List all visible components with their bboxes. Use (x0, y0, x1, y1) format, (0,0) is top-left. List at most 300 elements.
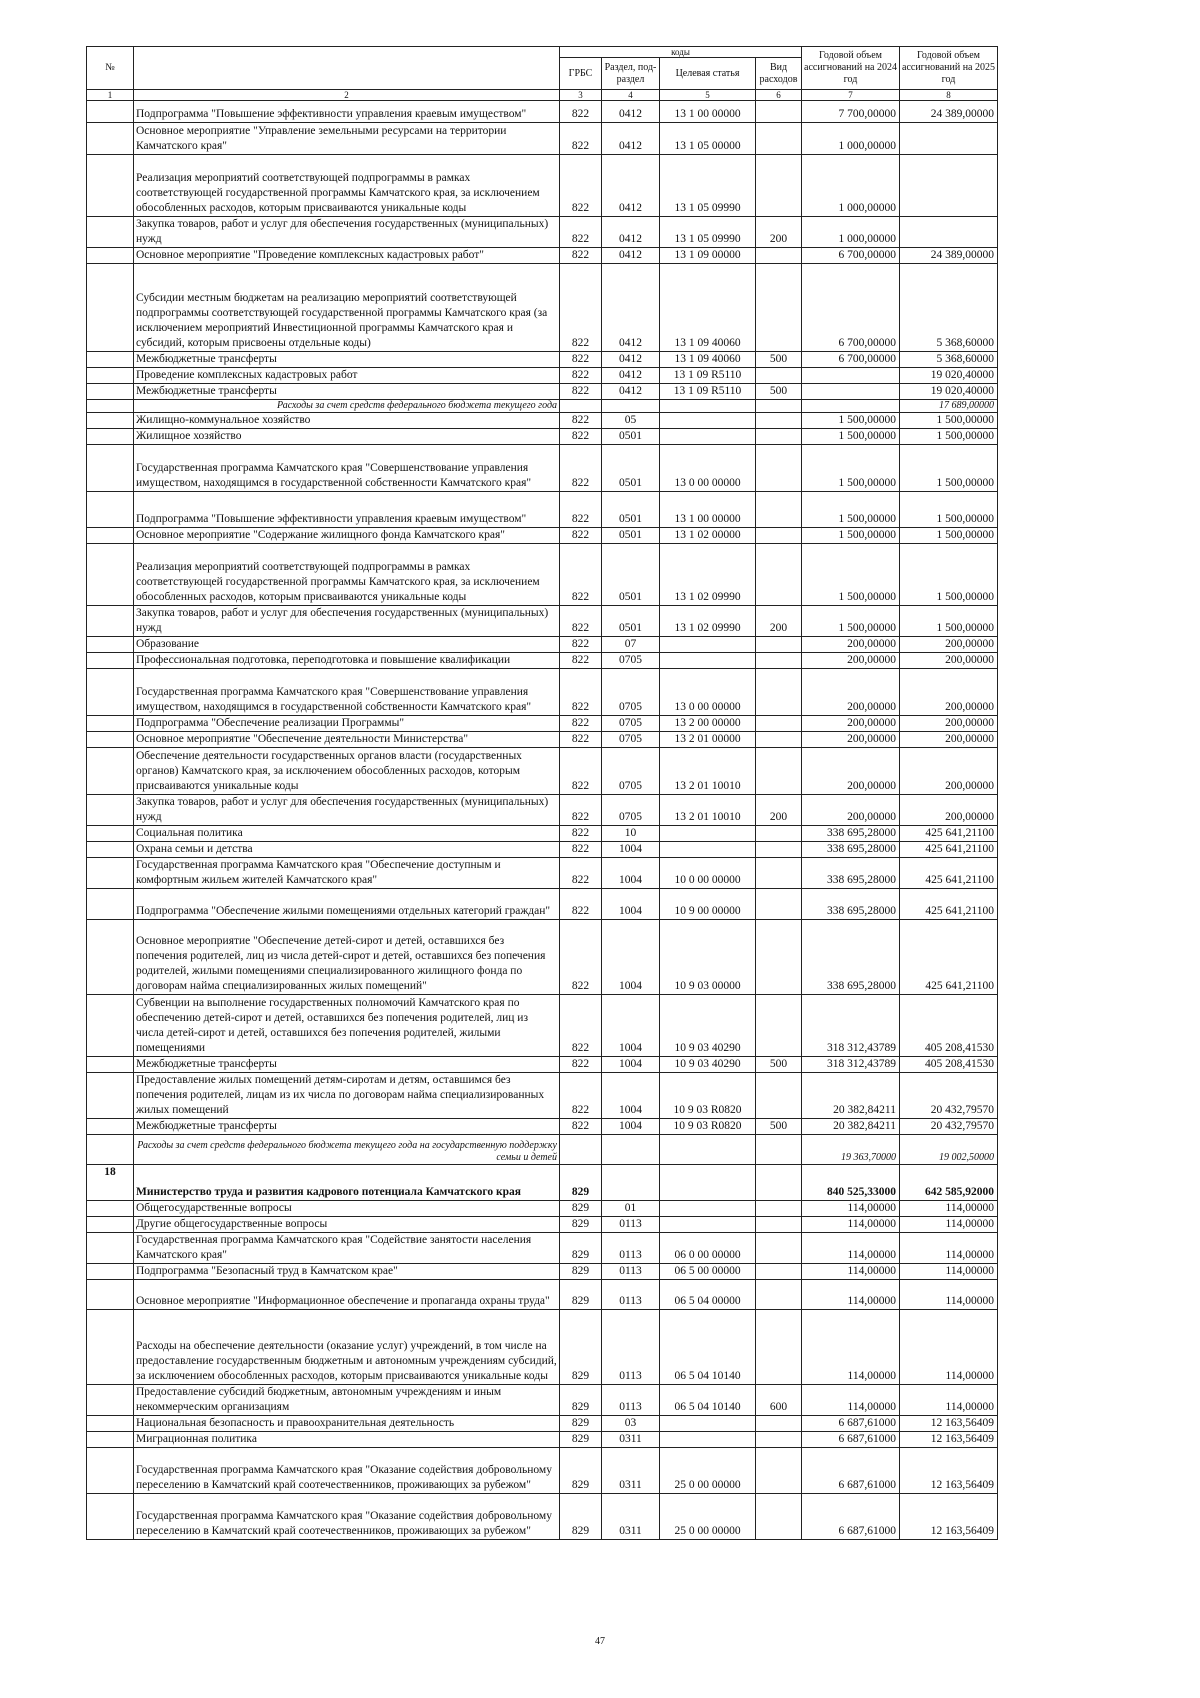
row-razdel: 0705 (602, 669, 660, 716)
row-number (87, 1432, 134, 1448)
row-amount-2025: 19 020,40000 (900, 384, 998, 400)
row-grbs: 822 (560, 123, 602, 155)
row-expense-type (756, 826, 802, 842)
row-razdel: 1004 (602, 842, 660, 858)
table-row (87, 795, 998, 826)
row-number (87, 1201, 134, 1217)
row-grbs (560, 400, 602, 413)
row-razdel: 1004 (602, 889, 660, 920)
row-target-item: 10 0 00 00000 (660, 858, 756, 889)
row-amount-2024: 1 000,00000 (802, 123, 900, 155)
row-target-item: 13 2 01 00000 (660, 732, 756, 748)
row-number (87, 101, 134, 123)
row-grbs: 822 (560, 653, 602, 669)
row-number (87, 1385, 134, 1416)
row-expense-type (756, 400, 802, 413)
row-name: Охрана семьи и детства (134, 842, 560, 858)
row-amount-2025: 114,00000 (900, 1280, 998, 1310)
row-grbs: 822 (560, 1073, 602, 1119)
row-number (87, 368, 134, 384)
row-amount-2024: 6 700,00000 (802, 352, 900, 368)
row-grbs: 822 (560, 384, 602, 400)
row-amount-2024 (802, 400, 900, 413)
row-number (87, 429, 134, 445)
header-2024: Годовой объем ассигнований на 2024 год (802, 47, 900, 90)
row-name: Основное мероприятие "Проведение комплексных кадастровых работ" (134, 248, 560, 264)
row-target-item: 13 1 02 00000 (660, 528, 756, 544)
table-row (87, 1448, 998, 1494)
row-razdel: 0412 (602, 368, 660, 384)
col-number: 5 (660, 90, 756, 101)
row-name: Подпрограмма "Повышение эффективности управления краевым имуществом" (134, 101, 560, 123)
row-grbs: 829 (560, 1217, 602, 1233)
row-number (87, 858, 134, 889)
row-amount-2024: 338 695,28000 (802, 826, 900, 842)
table-row (87, 492, 998, 528)
row-grbs: 822 (560, 264, 602, 352)
row-expense-type (756, 1494, 802, 1540)
row-razdel: 0412 (602, 217, 660, 248)
row-target-item (660, 653, 756, 669)
table-row (87, 1057, 998, 1073)
row-name: Подпрограмма "Безопасный труд в Камчатском крае" (134, 1264, 560, 1280)
row-number (87, 795, 134, 826)
row-target-item: 06 0 00 00000 (660, 1233, 756, 1264)
row-target-item: 13 1 00 00000 (660, 101, 756, 123)
row-number (87, 920, 134, 995)
header-razdel: Раздел, под-раздел (602, 58, 660, 90)
row-target-item: 13 1 02 09990 (660, 606, 756, 637)
row-amount-2024: 318 312,43789 (802, 1057, 900, 1073)
header-expense-type: Вид расходов (756, 58, 802, 90)
row-amount-2025: 642 585,92000 (900, 1165, 998, 1201)
row-amount-2025: 425 641,21100 (900, 858, 998, 889)
row-amount-2025: 1 500,00000 (900, 492, 998, 528)
row-grbs: 822 (560, 637, 602, 653)
row-target-item: 13 2 00 00000 (660, 716, 756, 732)
row-name: Основное мероприятие "Управление земельными ресурсами на территории Камчатского края" (134, 123, 560, 155)
row-name: Основное мероприятие "Обеспечение деятельности Министерства" (134, 732, 560, 748)
row-amount-2024: 6 687,61000 (802, 1448, 900, 1494)
header-target-item: Целевая статья (660, 58, 756, 90)
row-amount-2024: 1 500,00000 (802, 528, 900, 544)
col-number: 4 (602, 90, 660, 101)
row-grbs: 822 (560, 826, 602, 842)
row-amount-2024: 1 500,00000 (802, 492, 900, 528)
row-name: Закупка товаров, работ и услуг для обеспечения государственных (муниципальных) нужд (134, 217, 560, 248)
row-amount-2024 (802, 384, 900, 400)
row-razdel: 0501 (602, 606, 660, 637)
row-grbs: 829 (560, 1264, 602, 1280)
row-razdel (602, 1165, 660, 1201)
row-amount-2025: 405 208,41530 (900, 995, 998, 1057)
row-expense-type: 200 (756, 606, 802, 637)
row-expense-type (756, 368, 802, 384)
table-row (87, 653, 998, 669)
row-name: Субсидии местным бюджетам на реализацию мероприятий соответствующей подпрограммы соответствующей государственной программы Камчатского края (за исключением мероприятий Инвестиционной программы Камчатского края и субсидий, которым присвоены отдельные коды) (134, 264, 560, 352)
row-razdel: 07 (602, 637, 660, 653)
page-number: 47 (595, 1636, 605, 1647)
row-number (87, 995, 134, 1057)
row-name: Основное мероприятие "Информационное обеспечение и пропаганда охраны труда" (134, 1280, 560, 1310)
row-grbs: 822 (560, 413, 602, 429)
table-row (87, 637, 998, 653)
row-amount-2025: 5 368,60000 (900, 264, 998, 352)
row-amount-2025 (900, 155, 998, 217)
row-number (87, 1217, 134, 1233)
row-grbs: 822 (560, 155, 602, 217)
row-razdel: 0705 (602, 795, 660, 826)
row-amount-2024: 6 687,61000 (802, 1494, 900, 1540)
row-name: Подпрограмма "Обеспечение жилыми помещениями отдельных категорий граждан" (134, 889, 560, 920)
row-grbs: 822 (560, 669, 602, 716)
col-number: 3 (560, 90, 602, 101)
row-expense-type (756, 637, 802, 653)
table-row (87, 1264, 998, 1280)
row-grbs: 829 (560, 1310, 602, 1385)
row-expense-type: 500 (756, 1119, 802, 1135)
row-target-item: 13 2 01 10010 (660, 795, 756, 826)
row-amount-2025: 114,00000 (900, 1310, 998, 1385)
row-amount-2024: 338 695,28000 (802, 858, 900, 889)
row-name: Межбюджетные трансферты (134, 1057, 560, 1073)
row-number (87, 1135, 134, 1165)
row-name: Расходы за счет средств федерального бюджета текущего года на государственную поддержку семьи и детей (134, 1135, 560, 1165)
row-razdel: 0412 (602, 123, 660, 155)
row-razdel: 0705 (602, 716, 660, 732)
row-number (87, 1416, 134, 1432)
row-amount-2025: 405 208,41530 (900, 1057, 998, 1073)
row-target-item (660, 413, 756, 429)
row-amount-2025: 425 641,21100 (900, 826, 998, 842)
table-row (87, 732, 998, 748)
row-target-item: 13 2 01 10010 (660, 748, 756, 795)
row-grbs: 829 (560, 1280, 602, 1310)
row-target-item (660, 1432, 756, 1448)
row-expense-type (756, 101, 802, 123)
row-razdel: 1004 (602, 995, 660, 1057)
row-expense-type (756, 1310, 802, 1385)
row-number (87, 1494, 134, 1540)
row-razdel: 0113 (602, 1264, 660, 1280)
row-grbs: 822 (560, 368, 602, 384)
row-razdel: 0501 (602, 492, 660, 528)
row-amount-2024: 6 687,61000 (802, 1416, 900, 1432)
row-grbs: 822 (560, 716, 602, 732)
row-expense-type (756, 669, 802, 716)
row-razdel: 0113 (602, 1385, 660, 1416)
row-expense-type (756, 920, 802, 995)
row-name: Подпрограмма "Обеспечение реализации Программы" (134, 716, 560, 732)
row-grbs: 822 (560, 858, 602, 889)
row-expense-type: 500 (756, 384, 802, 400)
row-amount-2024: 1 500,00000 (802, 445, 900, 492)
table-row (87, 384, 998, 400)
row-target-item: 10 9 03 R0820 (660, 1073, 756, 1119)
table-row (87, 1201, 998, 1217)
row-name: Государственная программа Камчатского края "Оказание содействия добровольному переселению в Камчатский край соотечественников, проживающих за рубежом" (134, 1494, 560, 1540)
row-razdel: 1004 (602, 1119, 660, 1135)
row-amount-2025: 24 389,00000 (900, 248, 998, 264)
row-grbs: 822 (560, 606, 602, 637)
row-amount-2025: 425 641,21100 (900, 889, 998, 920)
row-number (87, 445, 134, 492)
row-grbs: 822 (560, 732, 602, 748)
row-number (87, 413, 134, 429)
row-target-item: 13 1 09 40060 (660, 264, 756, 352)
row-target-item (660, 842, 756, 858)
table-row (87, 248, 998, 264)
row-target-item: 06 5 04 10140 (660, 1310, 756, 1385)
row-amount-2025: 200,00000 (900, 732, 998, 748)
row-razdel: 01 (602, 1201, 660, 1217)
row-grbs: 829 (560, 1416, 602, 1432)
row-number (87, 669, 134, 716)
row-razdel: 0412 (602, 155, 660, 217)
row-grbs: 822 (560, 920, 602, 995)
row-grbs: 822 (560, 492, 602, 528)
row-amount-2024: 114,00000 (802, 1264, 900, 1280)
row-amount-2025: 12 163,56409 (900, 1432, 998, 1448)
row-name: Обеспечение деятельности государственных органов власти (государственных органов) Камчатского края, за исключением обособленных расходов, которым присваиваются уникальные коды (134, 748, 560, 795)
row-expense-type (756, 123, 802, 155)
row-amount-2024: 1 000,00000 (802, 155, 900, 217)
row-amount-2025 (900, 123, 998, 155)
row-amount-2025: 12 163,56409 (900, 1416, 998, 1432)
row-target-item (660, 429, 756, 445)
table-row (87, 716, 998, 732)
row-grbs: 822 (560, 842, 602, 858)
row-number (87, 1119, 134, 1135)
row-amount-2024: 200,00000 (802, 748, 900, 795)
row-amount-2025: 200,00000 (900, 748, 998, 795)
row-expense-type (756, 1165, 802, 1201)
row-expense-type (756, 1217, 802, 1233)
row-expense-type (756, 1233, 802, 1264)
header-name (134, 47, 560, 90)
row-grbs: 822 (560, 101, 602, 123)
row-amount-2025: 114,00000 (900, 1201, 998, 1217)
column-numbers-row (87, 90, 998, 101)
row-razdel: 1004 (602, 920, 660, 995)
row-name: Государственная программа Камчатского края "Оказание содействия добровольному переселению в Камчатский край соотечественников, проживающих за рубежом" (134, 1448, 560, 1494)
row-grbs: 822 (560, 1119, 602, 1135)
row-grbs: 822 (560, 889, 602, 920)
row-number (87, 1310, 134, 1385)
row-razdel: 0705 (602, 732, 660, 748)
row-name: Основное мероприятие "Обеспечение детей-сирот и детей, оставшихся без попечения родителей, лиц из числа детей-сирот и детей, оставшихся без попечения родителей, жилыми помещениями специализированного жилищного фонда по договорам найма специализированных жилых помещений" (134, 920, 560, 995)
row-amount-2025: 1 500,00000 (900, 606, 998, 637)
row-amount-2024: 7 700,00000 (802, 101, 900, 123)
row-amount-2024: 1 500,00000 (802, 413, 900, 429)
row-name: Государственная программа Камчатского края "Совершенствование управления имуществом, находящимся в государственной собственности Камчатского края" (134, 669, 560, 716)
row-expense-type: 500 (756, 352, 802, 368)
row-expense-type (756, 248, 802, 264)
row-amount-2025: 114,00000 (900, 1233, 998, 1264)
row-amount-2024: 20 382,84211 (802, 1119, 900, 1135)
row-amount-2024: 338 695,28000 (802, 842, 900, 858)
table-row (87, 1310, 998, 1385)
row-amount-2024: 114,00000 (802, 1201, 900, 1217)
col-number: 2 (134, 90, 560, 101)
table-row (87, 1385, 998, 1416)
row-amount-2025: 12 163,56409 (900, 1494, 998, 1540)
row-name: Расходы за счет средств федерального бюджета текущего года (134, 400, 560, 413)
row-amount-2024: 200,00000 (802, 653, 900, 669)
row-amount-2024: 318 312,43789 (802, 995, 900, 1057)
table-row (87, 400, 998, 413)
row-grbs: 829 (560, 1201, 602, 1217)
table-row (87, 1280, 998, 1310)
table-row (87, 842, 998, 858)
row-target-item (660, 1416, 756, 1432)
row-number (87, 716, 134, 732)
table-row (87, 995, 998, 1057)
row-expense-type (756, 445, 802, 492)
row-razdel: 1004 (602, 858, 660, 889)
row-target-item: 13 1 09 R5110 (660, 384, 756, 400)
row-razdel: 0412 (602, 101, 660, 123)
row-name: Реализация мероприятий соответствующей подпрограммы в рамках соответствующей государственной программы Камчатского края, за исключением обособленных расходов, которым присваиваются уникальные коды (134, 544, 560, 606)
row-amount-2025: 5 368,60000 (900, 352, 998, 368)
row-grbs: 829 (560, 1165, 602, 1201)
table-row (87, 101, 998, 123)
row-amount-2024: 19 363,70000 (802, 1135, 900, 1165)
row-number (87, 653, 134, 669)
row-razdel: 0113 (602, 1233, 660, 1264)
row-amount-2025: 19 002,50000 (900, 1135, 998, 1165)
row-amount-2024: 338 695,28000 (802, 920, 900, 995)
row-name: Жилищно-коммунальное хозяйство (134, 413, 560, 429)
row-amount-2024: 114,00000 (802, 1233, 900, 1264)
row-expense-type (756, 858, 802, 889)
row-name: Миграционная политика (134, 1432, 560, 1448)
row-amount-2025: 200,00000 (900, 653, 998, 669)
row-target-item: 25 0 00 00000 (660, 1494, 756, 1540)
row-target-item: 13 0 00 00000 (660, 669, 756, 716)
row-razdel: 10 (602, 826, 660, 842)
row-number (87, 842, 134, 858)
row-target-item (660, 1165, 756, 1201)
row-amount-2024: 114,00000 (802, 1385, 900, 1416)
row-amount-2024: 200,00000 (802, 795, 900, 826)
row-name: Межбюджетные трансферты (134, 384, 560, 400)
col-number: 7 (802, 90, 900, 101)
row-amount-2024: 1 500,00000 (802, 606, 900, 637)
table-row (87, 528, 998, 544)
table-row (87, 858, 998, 889)
row-target-item: 13 0 00 00000 (660, 445, 756, 492)
row-expense-type (756, 842, 802, 858)
row-amount-2024: 1 000,00000 (802, 217, 900, 248)
row-target-item: 13 1 02 09990 (660, 544, 756, 606)
row-name: Предоставление субсидий бюджетным, автономным учреждениям и иным некоммерческим организациям (134, 1385, 560, 1416)
table-row (87, 1119, 998, 1135)
row-target-item (660, 1201, 756, 1217)
table-row (87, 1494, 998, 1540)
table-body (87, 101, 998, 1540)
row-amount-2024 (802, 368, 900, 384)
row-amount-2024: 20 382,84211 (802, 1073, 900, 1119)
row-target-item: 10 9 03 R0820 (660, 1119, 756, 1135)
row-amount-2024: 1 500,00000 (802, 429, 900, 445)
row-amount-2024: 6 700,00000 (802, 248, 900, 264)
row-amount-2025: 1 500,00000 (900, 445, 998, 492)
col-number: 1 (87, 90, 134, 101)
row-razdel: 0412 (602, 352, 660, 368)
row-amount-2024: 114,00000 (802, 1217, 900, 1233)
row-name: Министерство труда и развития кадрового потенциала Камчатского края (134, 1165, 560, 1201)
table-row (87, 1165, 998, 1201)
row-grbs: 822 (560, 445, 602, 492)
row-name: Межбюджетные трансферты (134, 1119, 560, 1135)
table-header (87, 47, 998, 101)
row-expense-type (756, 995, 802, 1057)
row-expense-type (756, 1264, 802, 1280)
row-grbs: 822 (560, 995, 602, 1057)
table-row (87, 889, 998, 920)
row-target-item: 10 9 00 00000 (660, 889, 756, 920)
row-amount-2025 (900, 217, 998, 248)
row-name: Межбюджетные трансферты (134, 352, 560, 368)
row-number (87, 264, 134, 352)
row-amount-2024: 114,00000 (802, 1280, 900, 1310)
row-name: Профессиональная подготовка, переподготовка и повышение квалификации (134, 653, 560, 669)
row-target-item (660, 826, 756, 842)
row-number (87, 544, 134, 606)
row-amount-2025: 24 389,00000 (900, 101, 998, 123)
col-number: 8 (900, 90, 998, 101)
row-amount-2025: 425 641,21100 (900, 920, 998, 995)
row-grbs: 822 (560, 248, 602, 264)
row-razdel: 0311 (602, 1494, 660, 1540)
row-target-item: 10 9 03 00000 (660, 920, 756, 995)
row-target-item: 13 1 09 00000 (660, 248, 756, 264)
table-row (87, 368, 998, 384)
row-target-item (660, 1217, 756, 1233)
row-razdel: 1004 (602, 1057, 660, 1073)
row-razdel: 0412 (602, 248, 660, 264)
row-number (87, 528, 134, 544)
header-number: № (87, 47, 134, 90)
row-name: Подпрограмма "Повышение эффективности управления краевым имуществом" (134, 492, 560, 528)
table-row (87, 217, 998, 248)
row-expense-type (756, 1432, 802, 1448)
row-amount-2025: 114,00000 (900, 1385, 998, 1416)
row-number (87, 1233, 134, 1264)
row-amount-2025: 1 500,00000 (900, 413, 998, 429)
table-row (87, 1233, 998, 1264)
row-grbs: 822 (560, 352, 602, 368)
row-razdel: 0113 (602, 1217, 660, 1233)
row-number (87, 889, 134, 920)
row-amount-2025: 12 163,56409 (900, 1448, 998, 1494)
header-codes: коды (560, 47, 802, 58)
row-expense-type (756, 1448, 802, 1494)
table-row (87, 544, 998, 606)
row-amount-2024: 1 500,00000 (802, 544, 900, 606)
table-row (87, 445, 998, 492)
row-razdel: 03 (602, 1416, 660, 1432)
row-number (87, 1057, 134, 1073)
row-name: Общегосударственные вопросы (134, 1201, 560, 1217)
row-expense-type (756, 732, 802, 748)
row-target-item: 06 5 00 00000 (660, 1264, 756, 1280)
table-row (87, 748, 998, 795)
row-target-item: 06 5 04 00000 (660, 1280, 756, 1310)
table-row (87, 155, 998, 217)
row-grbs: 822 (560, 528, 602, 544)
